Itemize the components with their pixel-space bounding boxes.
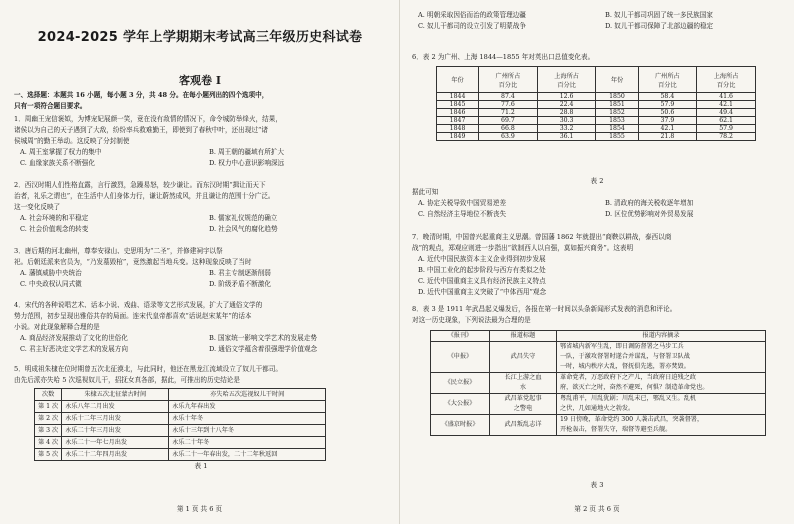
- table-cell: 1851: [596, 101, 638, 109]
- table-cell: 1844: [437, 93, 479, 101]
- table-cell: 62.1: [697, 117, 756, 125]
- page-footer: 第 2 页 共 6 页: [574, 505, 620, 513]
- question-5: [14, 364, 388, 472]
- option-b[interactable]: B. 中国工业化的起步阶段与西方有类似之处: [418, 266, 546, 274]
- table-header: 朱棣五次北征蒙古时间: [62, 389, 169, 401]
- option-b[interactable]: B. 奴儿干都司巩固了统一多民族国家: [605, 11, 713, 19]
- table-caption: 表 1: [194, 462, 208, 470]
- table-row: [35, 401, 326, 413]
- table-cell: 36.1: [537, 133, 596, 141]
- table-cell: 1847: [437, 117, 479, 125]
- table-cell: 41.6: [697, 93, 756, 101]
- table-cell: 1846: [437, 109, 479, 117]
- option-d[interactable]: D. 社会风气的腐化趋势: [209, 225, 278, 233]
- table-row: [437, 133, 756, 141]
- table-cell: 78.2: [697, 133, 756, 141]
- option-a[interactable]: A. 明朝采取因俗而治的政策管理边疆: [418, 11, 526, 19]
- table-cell: 30.3: [537, 117, 596, 125]
- table-cell: 77.6: [479, 101, 538, 109]
- table-cell: 永乐十年冬: [169, 413, 326, 425]
- question-stem: 对这一历史现象，下列说法最为合理的是: [412, 316, 531, 324]
- question-6-tail: [412, 176, 782, 220]
- table-header: 广州所占 百分比: [638, 67, 697, 93]
- question-stem: 祀。后朝廷派来官员为，“乃发墓毁棺”，竟然激起当地兵变。这种现象反映了当时: [14, 258, 252, 266]
- table-cell: 1853: [596, 117, 638, 125]
- table-cell: 58.4: [638, 93, 697, 101]
- question-stem: 诸侯以为自己的天子遇到了大敌，纷纷率兵救难勤王，即使到了春秋中叶，还出现过“诸: [14, 126, 268, 134]
- table-3: [430, 330, 766, 436]
- table-2: [436, 66, 756, 141]
- table-row: [35, 437, 326, 449]
- table-cell: 42.1: [638, 125, 697, 133]
- section-header: [14, 90, 268, 112]
- table-cell: 《申报》: [431, 342, 490, 373]
- table-cell: 1845: [437, 101, 479, 109]
- table-1: [34, 388, 326, 461]
- section-header-line: 只有一项符合题目要求。: [14, 102, 87, 110]
- question-5-options: [412, 10, 782, 32]
- table-cell: 50.6: [638, 109, 697, 117]
- table-header: 报道标题: [490, 331, 557, 342]
- question-6: [412, 52, 782, 63]
- question-stem: 小说。对此现象解释合理的是: [14, 323, 100, 331]
- table-cell: 87.4: [479, 93, 538, 101]
- option-c[interactable]: C. 血缘家族关系不断强化: [20, 159, 95, 167]
- table-cell: 63.9: [479, 133, 538, 141]
- table-header: 上海所占 百分比: [697, 67, 756, 93]
- table-cell: 永乐二十一年七月出发: [62, 437, 169, 449]
- table-cell: 永乐十三年到十八年冬: [169, 425, 326, 437]
- table-row: [437, 125, 756, 133]
- table-cell: 71.2: [479, 109, 538, 117]
- option-a[interactable]: A. 近代中国民族资本主义企业得到初步发展: [418, 255, 546, 263]
- table-cell: 永乐二十年三月出发: [62, 425, 169, 437]
- table-cell: 《大公报》: [431, 394, 490, 415]
- table-cell: 1850: [596, 93, 638, 101]
- option-d[interactable]: D. 区位优势影响对外贸易发展: [605, 210, 694, 218]
- table-cell: 28.8: [537, 109, 596, 117]
- table-cell: 永乐十二年三月出发: [62, 413, 169, 425]
- option-a[interactable]: A. 周王室掌握了权力的集中: [20, 148, 102, 156]
- option-b[interactable]: B. 国家统一影响文学艺术的发展走势: [209, 334, 317, 342]
- table-row: [431, 342, 766, 373]
- section-subtitle: 客观卷 I: [179, 74, 221, 87]
- table-cell: 永乐二十一年春出发，二十二年秋返回: [169, 449, 326, 461]
- option-c[interactable]: C. 社会价值观念的转变: [20, 225, 89, 233]
- table-cell: 长江上游之血 水: [490, 373, 557, 394]
- table-row: [35, 413, 326, 425]
- table-cell: 粤乱甫平，川乱犹剧；川乱未已，鄂乱又生。乱机 之伏，几如通地火之勃发。: [557, 394, 766, 415]
- option-b[interactable]: B. 清政府的海关税收逐年增加: [605, 199, 694, 207]
- option-a[interactable]: A. 商品经济发展推动了文化的世俗化: [20, 334, 128, 342]
- table-row: [431, 415, 766, 436]
- table-header: 上海所占 百分比: [537, 67, 596, 93]
- option-a[interactable]: A. 协定关税导致中国贸易逆差: [418, 199, 507, 207]
- table-cell: 《民立报》: [431, 373, 490, 394]
- question-stem: 5．明成祖朱棣在位时期曾五次北征漠北，与此同时，他还在黑龙江流域设立了奴儿干都司。: [14, 365, 282, 373]
- table-row: [35, 425, 326, 437]
- table-row: [437, 117, 756, 125]
- table-cell: 66.8: [479, 125, 538, 133]
- question-stem: 战”的观点，郑观应则进一步指出“欲制西人以自强，莫如振兴商务”。这表明: [412, 244, 634, 252]
- table-cell: 第 4 次: [35, 437, 62, 449]
- table-cell: 永乐二十年冬: [169, 437, 326, 449]
- table-cell: 1855: [596, 133, 638, 141]
- table-cell: 21.8: [638, 133, 697, 141]
- table-cell: 33.2: [537, 125, 596, 133]
- option-d[interactable]: D. 权力中心意识影响深远: [209, 159, 285, 167]
- table-cell: 1849: [437, 133, 479, 141]
- question-stem: 势力范围，初步呈现出雅俗共存的局面。连宋代皇帝都喜欢“话说赵宋某年”的话本: [14, 312, 252, 320]
- table-cell: 第 3 次: [35, 425, 62, 437]
- option-a[interactable]: A. 藩镇威胁中央统治: [20, 269, 82, 277]
- question-stem: 由先后派亦失哈 5 次巡视奴儿干，招抚女真各部，据此，可推出的历史结论是: [14, 376, 240, 384]
- table-row: [437, 101, 756, 109]
- question-stem: 2．西汉时期人们性格直露，言行激烈，急躁易怒，较少谦让。而东汉时期“揖让而天下: [14, 181, 266, 189]
- option-c[interactable]: C. 近代中国重商主义具有经济民族主义特点: [418, 277, 546, 285]
- table-cell: 第 1 次: [35, 401, 62, 413]
- option-d[interactable]: D. 近代中国重商主义突破了“中体西用”观念: [418, 288, 547, 296]
- table-header: 次数: [35, 389, 62, 401]
- table-cell: 42.1: [697, 101, 756, 109]
- table-caption: 表 3: [590, 481, 604, 489]
- table-row: [437, 93, 756, 101]
- question-stem: 这一变化反映了: [14, 203, 61, 211]
- question-2: [14, 180, 388, 235]
- question-stem: 6．表 2 为广州、上海 1844—1855 年对英出口总值变化表。: [412, 53, 595, 61]
- option-b[interactable]: B. 儒家礼仪规范的确立: [209, 214, 278, 222]
- table-cell: 49.4: [697, 109, 756, 117]
- table-cell: 12.6: [537, 93, 596, 101]
- option-b[interactable]: B. 君主专制逐渐削弱: [209, 269, 271, 277]
- table-header: 报道内容摘录: [557, 331, 766, 342]
- table-cell: 武昌革党起事 之警电: [490, 394, 557, 415]
- exam-title: 2024-2025 学年上学期期末考试高三年级历史科试卷: [37, 30, 363, 45]
- question-stem: 1．周幽王宠信褒姒，为博宠妃展颜一笑，竟在没有敌情的情况下，命令城防举烽火，结果，: [14, 115, 282, 123]
- table-cell: 1854: [596, 125, 638, 133]
- option-c[interactable]: C. 奴儿干都司的设立引发了明蒙战争: [418, 22, 526, 30]
- question-3: [14, 246, 388, 290]
- question-1: [14, 114, 388, 169]
- table-cell: 第 2 次: [35, 413, 62, 425]
- table-header: 广州所占 百分比: [479, 67, 538, 93]
- question-stem: 3．唐后期的河北幽州，尊奉安禄山、史思明为“二圣”，并修建祠宇以祭: [14, 247, 223, 255]
- question-4: [14, 300, 388, 355]
- question-7: [412, 232, 782, 298]
- table-cell: 1848: [437, 125, 479, 133]
- table-cell: 永乐二十二年四月出发: [62, 449, 169, 461]
- table-header: 年份: [596, 67, 638, 93]
- table-cell: 鄂省城内新军生乱，即日调防督署之马步工兵 一队，于激攻督署时遂合并谋乱，与督署卫队战 一时，城内秩序大乱，督抚俱先逃，署亦焚毁。: [557, 342, 766, 373]
- table-cell: 永乐八年二月出发: [62, 401, 169, 413]
- option-c[interactable]: C. 君主好恶决定文学艺术的发展方向: [20, 345, 128, 353]
- table-cell: 永乐九年春出发: [169, 401, 326, 413]
- table-cell: 《盛京时报》: [431, 415, 490, 436]
- table-cell: 37.9: [638, 117, 697, 125]
- table-caption: 表 2: [590, 177, 604, 185]
- question-stem: 7．晚清时期，中国曾兴起重商主义思潮。曾国藩 1862 年就提出“商鞅以耕战，泰西以商: [412, 233, 672, 241]
- table-cell: 革命党者，万恶政府下之产儿，当政府日迫残之政 府，欲灭亡之时，奋然不避死，何惧？制造革命党也。: [557, 373, 766, 394]
- table-cell: 第 5 次: [35, 449, 62, 461]
- table-cell: 22.4: [537, 101, 596, 109]
- table-row: [431, 394, 766, 415]
- table-header: 亦失哈五次巡视奴儿干时间: [169, 389, 326, 401]
- question-8: [412, 304, 782, 326]
- option-d[interactable]: D. 通俗文学蕴含着很强理学价值观念: [209, 345, 318, 353]
- question-stem: 治者，礼乐之谓也”，在生活中人们身体力行，谦让蔚然成风，并且谦让的范围十分广泛。: [14, 192, 275, 200]
- question-lead: 据此可知: [412, 188, 439, 196]
- right-page: [400, 0, 794, 524]
- question-stem: 4．宋代的各种说唱艺术、话本小说、戏曲、语录等文艺形式发展，扩大了通俗文学的: [14, 301, 263, 309]
- question-stem: 侯城周”的勤王举动。这反映了分封制使: [14, 137, 130, 145]
- option-c[interactable]: C. 自然经济主导地位不断丧失: [418, 210, 507, 218]
- page-footer: 第 1 页 共 6 页: [176, 505, 223, 513]
- table-header: 《报刊》: [431, 331, 490, 342]
- table-cell: 57.9: [638, 101, 697, 109]
- table-row: [431, 373, 766, 394]
- question-stem: 8．表 3 是 1911 年武昌起义爆发后，各报在第一时间以头条新闻形式发表的消息和评论。: [412, 305, 677, 313]
- option-d[interactable]: D. 奴儿干都司保障了北部边疆的稳定: [605, 22, 714, 30]
- table-cell: 69.7: [479, 117, 538, 125]
- table-cell: 武昌失守: [490, 342, 557, 373]
- option-c[interactable]: C. 中央政权认同式微: [20, 280, 82, 288]
- table-cell: 武昌叛乱志详: [490, 415, 557, 436]
- table-cell: 57.9: [697, 125, 756, 133]
- option-d[interactable]: D. 阶级矛盾不断激化: [209, 280, 271, 288]
- section-header-line: 一、选择题：本题共 16 小题，每小题 3 分，共 48 分。在每小题列出的四个选项中，: [14, 91, 269, 99]
- table-cell: 19 日傍晚，革命党约 300 人袭击武昌，突袭督署， 开枪轰击，督署失守，瑞督等避至兵舰。: [557, 415, 766, 436]
- table-3-caption-wrap: [400, 480, 794, 491]
- table-row: [35, 449, 326, 461]
- table-cell: 1852: [596, 109, 638, 117]
- option-a[interactable]: A. 社会环境的和平稳定: [20, 214, 89, 222]
- table-header: 年份: [437, 67, 479, 93]
- option-b[interactable]: B. 周王朝的疆域有所扩大: [209, 148, 284, 156]
- table-row: [437, 109, 756, 117]
